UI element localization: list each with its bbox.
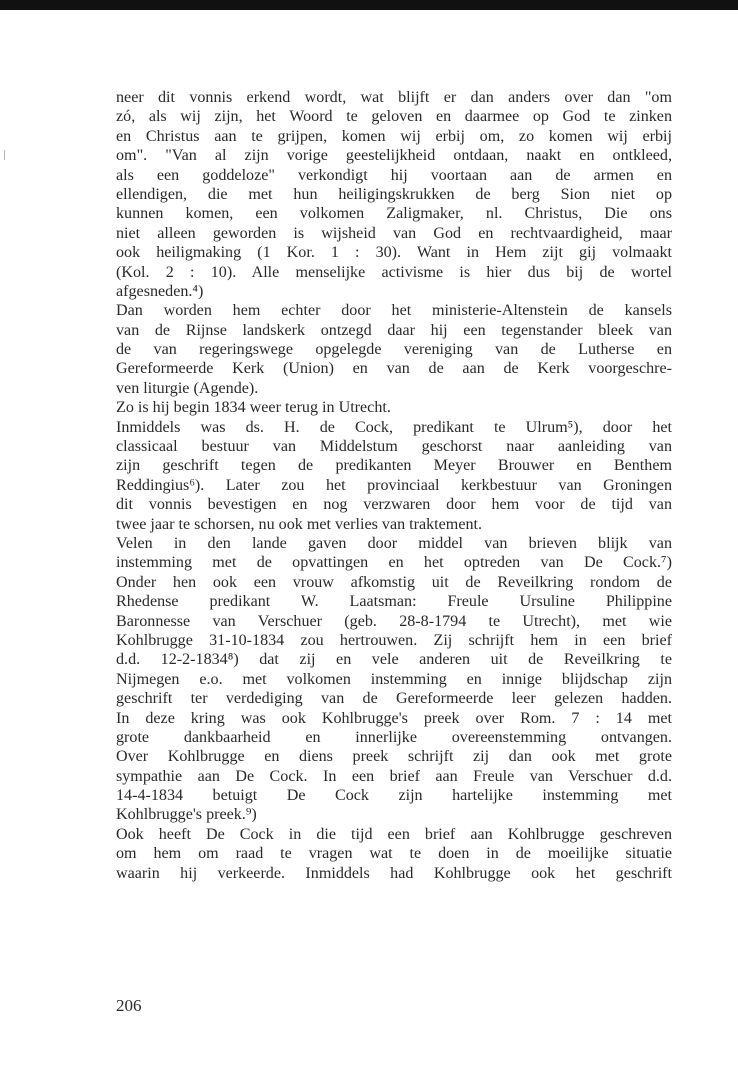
body-text bbox=[116, 88, 672, 883]
text-line: grote dankbaarheid en innerlijke overeenstemming ontvangen. bbox=[116, 728, 672, 746]
text-line: Velen in den lande gaven door middel van brieven blijk van bbox=[116, 534, 672, 552]
text-line: instemming met de opvattingen en het optreden van De Cock.⁷) bbox=[116, 554, 672, 572]
text-line: als een goddeloze" verkondigt hij voortaan aan de armen en bbox=[116, 166, 672, 184]
text-line: Baronnesse van Verschuer (geb. 28-8-1794 te Utrecht), met wie bbox=[116, 612, 672, 630]
text-line: ook heiligmaking (1 Kor. 1 : 30). Want in Hem zijt gij volmaakt bbox=[116, 244, 672, 262]
text-line: afgesneden.⁴) bbox=[116, 282, 204, 300]
scan-margin-mark bbox=[4, 150, 5, 160]
text-line: (Kol. 2 : 10). Alle menselijke activisme is hier dus bij de wortel bbox=[116, 263, 672, 281]
text-line: 14-4-1834 betuigt De Cock zijn hartelijke instemming met bbox=[116, 787, 672, 805]
text-line: Gereformeerde Kerk (Union) en van de aan de Kerk voorgeschre- bbox=[116, 360, 672, 378]
text-line: neer dit vonnis erkend wordt, wat blijft er dan anders over dan "om bbox=[116, 89, 672, 106]
text-line: dit vonnis bevestigen en nog verzwaren door hem voor de tijd van bbox=[116, 496, 672, 514]
text-line: twee jaar te schorsen, nu ook met verlies van traktement. bbox=[116, 515, 482, 533]
text-line: Dan worden hem echter door het ministerie-Altenstein de kansels bbox=[116, 302, 672, 320]
text-line: waarin hij verkeerde. Inmiddels had Kohlbrugge ook het geschrift bbox=[116, 864, 672, 882]
text-line: classicaal bestuur van Middelstum geschorst naar aanleiding van bbox=[116, 438, 672, 456]
text-line: ven liturgie (Agende). bbox=[116, 379, 259, 397]
text-line: om". "Van al zijn vorige geestelijkheid ontdaan, naakt en ontkleed, bbox=[116, 147, 672, 165]
text-line: Onder hen ook een vrouw afkomstig uit de Reveilkring rondom de bbox=[116, 573, 672, 591]
text-line: Ook heeft De Cock in die tijd een brief aan Kohlbrugge geschreven bbox=[116, 825, 672, 843]
text-line: Nijmegen e.o. met volkomen instemming en innige blijdschap zijn bbox=[116, 670, 672, 688]
text-line: de van regeringswege opgelegde vereniging van de Lutherse en bbox=[116, 341, 672, 359]
text-line: d.d. 12-2-1834⁸) dat zij en vele anderen uit de Reveilkring te bbox=[116, 651, 672, 669]
text-line: Reddingius⁶). Later zou het provinciaal kerkbestuur van Groningen bbox=[116, 476, 672, 494]
text-line: geschrift ter verdediging van de Gereformeerde leer gelezen hadden. bbox=[116, 690, 672, 708]
text-line: sympathie aan De Cock. In een brief aan Freule van Verschuer d.d. bbox=[116, 767, 672, 785]
text-line: niet alleen geworden is wijsheid van God en rechtvaardigheid, maar bbox=[116, 224, 672, 242]
text-line: Zo is hij begin 1834 weer terug in Utrecht. bbox=[116, 399, 391, 417]
text-line: Inmiddels was ds. H. de Cock, predikant te Ulrum⁵), door het bbox=[116, 418, 672, 436]
text-line: van de Rijnse landskerk ontzegd daar hij een tegenstander bleek van bbox=[116, 321, 672, 339]
text-line: zijn geschrift tegen de predikanten Meyer Brouwer en Benthem bbox=[116, 457, 672, 475]
page-number: 206 bbox=[116, 996, 142, 1015]
text-line: om hem om raad te vragen wat te doen in de moeilijke situatie bbox=[116, 845, 672, 863]
text-line: Over Kohlbrugge en diens preek schrijft zij dan ook met grote bbox=[116, 748, 672, 766]
text-line: en Christus aan te grijpen, komen wij erbij om, zo komen wij erbij bbox=[116, 127, 672, 145]
text-line: zó, als wij zijn, het Woord te geloven en daarmee op God te zinken bbox=[116, 108, 672, 126]
text-line: In deze kring was ook Kohlbrugge's preek over Rom. 7 : 14 met bbox=[116, 709, 672, 727]
text-line: Kohlbrugge's preek.⁹) bbox=[116, 806, 257, 824]
text-line: ellendigen, die met hun heiligingskrukken de berg Sion niet op bbox=[116, 185, 672, 203]
text-line: Rhedense predikant W. Laatsman: Freule Ursuline Philippine bbox=[116, 593, 672, 611]
text-line: kunnen komen, een volkomen Zaligmaker, nl. Christus, Die ons bbox=[116, 205, 672, 223]
text-line: Kohlbrugge 31-10-1834 zou hertrouwen. Zij schrijft hem in een brief bbox=[116, 631, 672, 649]
scan-top-border bbox=[0, 0, 738, 10]
